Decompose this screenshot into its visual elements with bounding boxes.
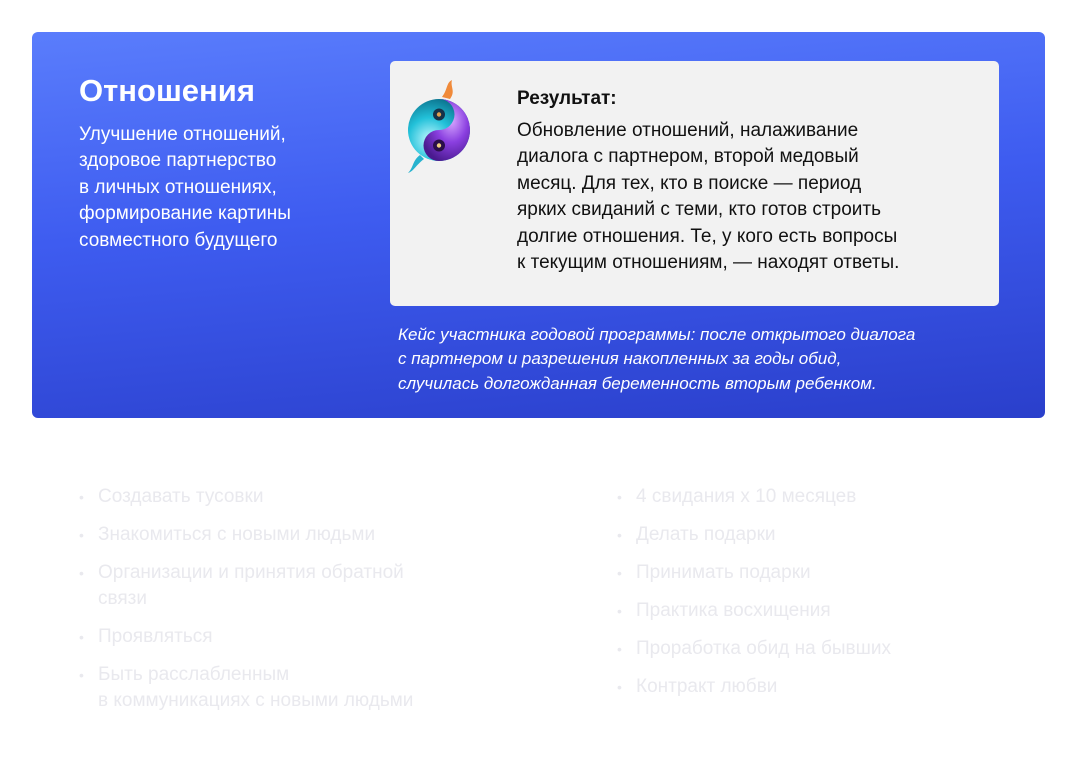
list-item-text: связи — [98, 588, 147, 609]
list-item-text: Практика восхищения — [636, 600, 831, 621]
case-study-text — [398, 323, 915, 396]
list-item-text: Проявляться — [98, 626, 213, 647]
yin-yang-icon — [406, 75, 472, 181]
section-description — [79, 122, 359, 254]
list-item-text: в коммуникациях с новыми людьми — [98, 690, 414, 711]
description-line: Улучшение отношений, — [79, 124, 286, 145]
result-line: долгие отношения. Те, у кого есть вопросы — [517, 225, 898, 247]
list-item — [79, 522, 413, 548]
list-item-text: Организации и принятия обратной — [98, 562, 404, 583]
bullet-icon: • — [79, 629, 84, 645]
section-title: Отношения — [79, 73, 255, 108]
list-item — [79, 624, 413, 650]
list-item-text: Принимать подарки — [636, 562, 811, 583]
list-item-text: Знакомиться с новыми людьми — [98, 524, 376, 545]
list-item — [617, 598, 891, 624]
case-line: Кейс участника годовой программы: после открытого диалога — [398, 325, 916, 344]
bullet-icon: • — [79, 527, 84, 543]
result-line: ярких свиданий с теми, кто готов строить — [517, 199, 881, 221]
description-line: в личных отношениях, — [79, 176, 277, 198]
case-line: с партнером и разрешения накопленных за годы обид, — [398, 349, 842, 369]
list-item — [79, 662, 413, 714]
bullet-icon: • — [79, 489, 84, 505]
bullet-icon: • — [617, 489, 622, 505]
case-line: случилась долгожданная беременность вторым ребенком. — [398, 373, 877, 393]
result-heading: Результат: — [517, 88, 617, 109]
list-item-text: Проработка обид на бывших — [636, 638, 891, 659]
result-line: Обновление отношений, налаживание — [517, 120, 859, 141]
bullet-icon: • — [617, 565, 622, 581]
description-line: формирование картины — [79, 203, 291, 225]
result-line: к текущим отношениям, — находят ответы. — [517, 252, 900, 274]
list-item-text: Делать подарки — [636, 524, 776, 545]
result-card — [390, 61, 999, 306]
skills-list-left — [79, 484, 413, 714]
list-item-text: Создавать тусовки — [98, 486, 264, 507]
list-item — [79, 560, 413, 612]
list-item — [617, 560, 891, 586]
bullet-icon: • — [617, 679, 622, 695]
bullet-icon: • — [617, 603, 622, 619]
bullet-icon: • — [79, 667, 84, 683]
list-item — [617, 484, 891, 510]
result-line: месяц. Для тех, кто в поиске — период — [517, 172, 862, 194]
result-line: диалога с партнером, второй медовый — [517, 146, 859, 168]
bullet-icon: • — [79, 565, 84, 581]
list-item — [79, 484, 413, 510]
list-item — [617, 674, 891, 700]
list-item-text: Контракт любви — [636, 676, 778, 697]
relationships-hero — [32, 32, 1045, 418]
list-item-text: Быть расслабленным — [98, 664, 290, 685]
list-item — [617, 636, 891, 662]
bullet-icon: • — [617, 527, 622, 543]
description-line: здоровое партнерство — [79, 150, 277, 172]
bullet-icon: • — [617, 641, 622, 657]
description-line: совместного будущего — [79, 229, 278, 251]
list-item-text: 4 свидания х 10 месяцев — [636, 486, 857, 507]
list-item — [617, 522, 891, 548]
result-text — [517, 118, 899, 276]
skills-list-right — [617, 484, 891, 700]
